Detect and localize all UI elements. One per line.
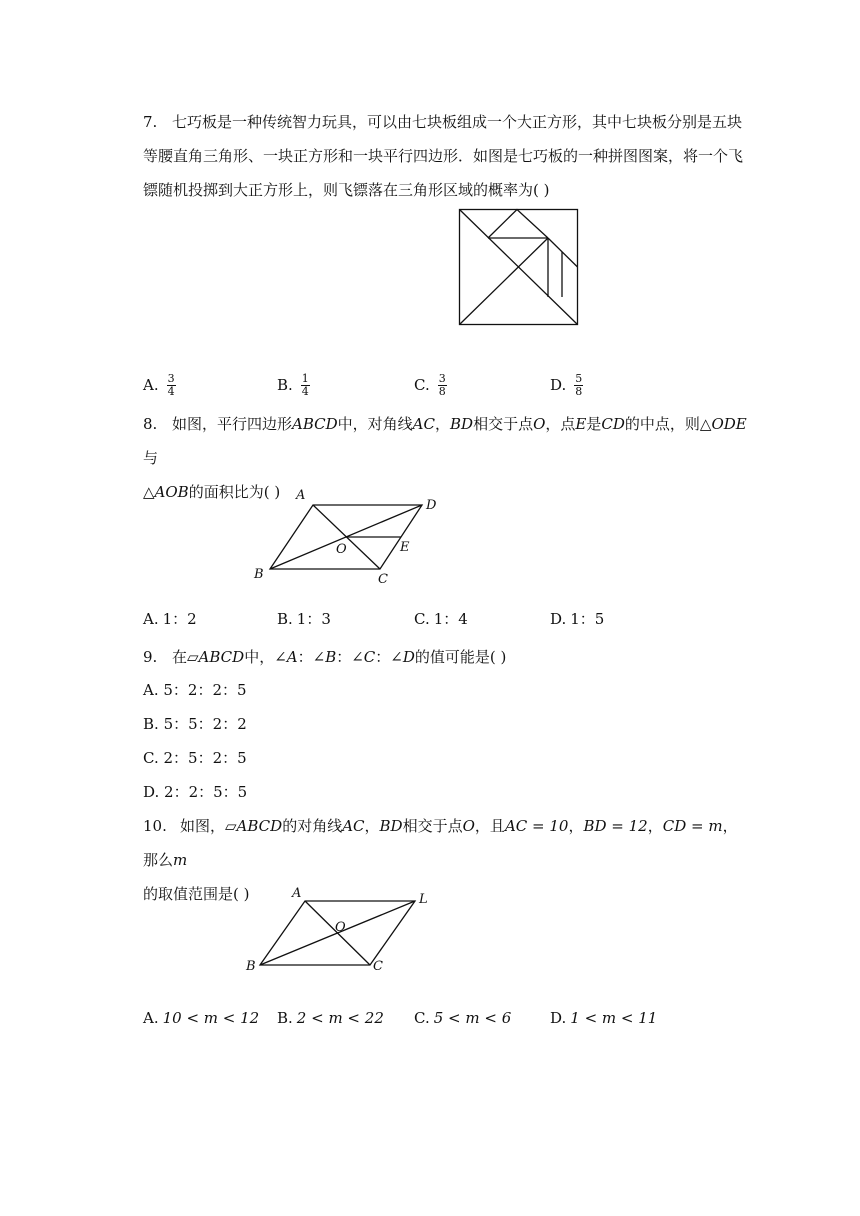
- question-7: [143, 105, 751, 207]
- question-number: 7.: [143, 113, 158, 131]
- math: ABCD: [198, 648, 245, 666]
- text: △: [143, 483, 155, 501]
- question-9-option-c[interactable]: C. 2：5：2：5: [143, 749, 247, 767]
- parallelogram-figure-q10: [243, 883, 443, 978]
- text: ，: [568, 817, 584, 835]
- option-d[interactable]: D. $\frac{5}{8}$: [550, 372, 583, 398]
- option-a[interactable]: A. 1：2: [143, 610, 197, 628]
- text: ：∠: [336, 648, 364, 666]
- label-a: A: [292, 886, 302, 901]
- question-number: 8.: [143, 415, 158, 433]
- question-8-line-1: [143, 407, 751, 475]
- text: ：∠: [297, 648, 326, 666]
- question-10-line-1: [143, 809, 751, 877]
- option-c[interactable]: C. $\frac{3}{8}$: [414, 372, 446, 398]
- question-9-option-d[interactable]: D. 2：2：5：5: [143, 783, 248, 801]
- text: 中，对角线: [337, 415, 413, 433]
- option-c[interactable]: C. 1：4: [414, 610, 468, 628]
- math: O: [533, 415, 546, 433]
- question-9-line-1: [143, 640, 751, 674]
- fraction: $\frac{5}{8}$: [575, 372, 583, 398]
- parallelogram-figure-q8: [250, 485, 450, 590]
- question-9-option-b[interactable]: B. 5：5：2：2: [143, 715, 247, 733]
- math: CD: [601, 415, 625, 433]
- math: BD: [450, 415, 474, 433]
- math: BD: [379, 817, 403, 835]
- option-b[interactable]: B. $\frac{1}{4}$: [277, 372, 309, 398]
- text: ：∠: [375, 648, 403, 666]
- math: A: [286, 648, 298, 666]
- fraction: $\frac{1}{4}$: [301, 372, 309, 398]
- text: 如图，平行四边形: [172, 415, 293, 433]
- option-d[interactable]: D. 1：5: [550, 610, 605, 628]
- option-b[interactable]: B. 2 < m < 22: [277, 1009, 384, 1027]
- question-7-options: [143, 373, 763, 403]
- label-d: L: [419, 892, 428, 907]
- question-7-line-1: [143, 105, 751, 139]
- label-a: A: [296, 488, 306, 503]
- question-9-option-a[interactable]: A. 5：2：2：5: [143, 681, 247, 699]
- math: CD = m: [662, 817, 723, 835]
- tangram-top-piece: [488, 210, 548, 239]
- math: BD = 12: [583, 817, 648, 835]
- math: E: [575, 415, 587, 433]
- question-10-line-2: 的取值范围是( ): [143, 885, 250, 903]
- label-b: B: [254, 567, 264, 582]
- text: ，且: [474, 817, 505, 835]
- question-number: 10.: [143, 817, 167, 835]
- text: 如图，▱: [180, 817, 237, 835]
- math: ABCD: [292, 415, 338, 433]
- label-c: C: [373, 959, 383, 974]
- question-7-line-3: 镖随机投掷到大正方形上，则飞镖落在三角形区域的概率为( ): [143, 181, 550, 199]
- option-a[interactable]: A. 10 < m < 12: [143, 1009, 260, 1027]
- question-8-options: [143, 608, 763, 638]
- text: ，点: [545, 415, 576, 433]
- math: AC: [342, 817, 365, 835]
- label-b: B: [246, 959, 256, 974]
- math: m: [173, 851, 188, 869]
- option-a[interactable]: A. $\frac{3}{4}$: [143, 372, 175, 398]
- text: 的对角线: [282, 817, 343, 835]
- tangram-figure: [455, 205, 583, 329]
- text: 中，∠: [244, 648, 287, 666]
- label-d: D: [426, 498, 437, 513]
- math: ABCD: [236, 817, 283, 835]
- math: ODE: [711, 415, 747, 433]
- math: AOB: [154, 483, 189, 501]
- text: 与: [143, 449, 159, 467]
- text: 的值可能是( ): [414, 648, 507, 666]
- question-text: 七巧板是一种传统智力玩具，可以由七块板组成一个大正方形，其中七块板分别是五块: [172, 113, 743, 131]
- text: ，: [434, 415, 450, 433]
- text: 的面积比为( ): [188, 483, 281, 501]
- math: O: [462, 817, 475, 835]
- math: D: [402, 648, 415, 666]
- option-d[interactable]: D. 1 < m < 11: [550, 1009, 658, 1027]
- option-b[interactable]: B. 1：3: [277, 610, 331, 628]
- text: ，那么: [143, 817, 738, 869]
- label-o: O: [335, 920, 346, 935]
- question-10-options: [143, 1009, 763, 1039]
- text: 相交于点: [402, 817, 463, 835]
- text: 的中点，则△: [624, 415, 712, 433]
- text: 是: [586, 415, 602, 433]
- math: AC = 10: [504, 817, 569, 835]
- math: AC: [412, 415, 435, 433]
- text: ，: [647, 817, 663, 835]
- text: 相交于点: [473, 415, 534, 433]
- tangram-diagonal: [460, 238, 549, 325]
- fraction: $\frac{3}{4}$: [167, 372, 175, 398]
- label-e: E: [400, 540, 410, 555]
- question-7-line-2: 等腰直角三角形、一块正方形和一块平行四边形．如图是七巧板的一种拼图图案，将一个飞: [143, 147, 744, 165]
- fraction: $\frac{3}{8}$: [438, 372, 446, 398]
- math: C: [363, 648, 376, 666]
- tangram-right-diag: [548, 238, 578, 267]
- text: ，: [364, 817, 380, 835]
- question-number: 9.: [143, 648, 158, 666]
- text: 在▱: [172, 648, 199, 666]
- label-o: O: [336, 542, 347, 557]
- math: B: [325, 648, 337, 666]
- question-9: [143, 640, 751, 674]
- option-c[interactable]: C. 5 < m < 6: [414, 1009, 512, 1027]
- label-c: C: [378, 572, 388, 587]
- question-10: [143, 809, 751, 911]
